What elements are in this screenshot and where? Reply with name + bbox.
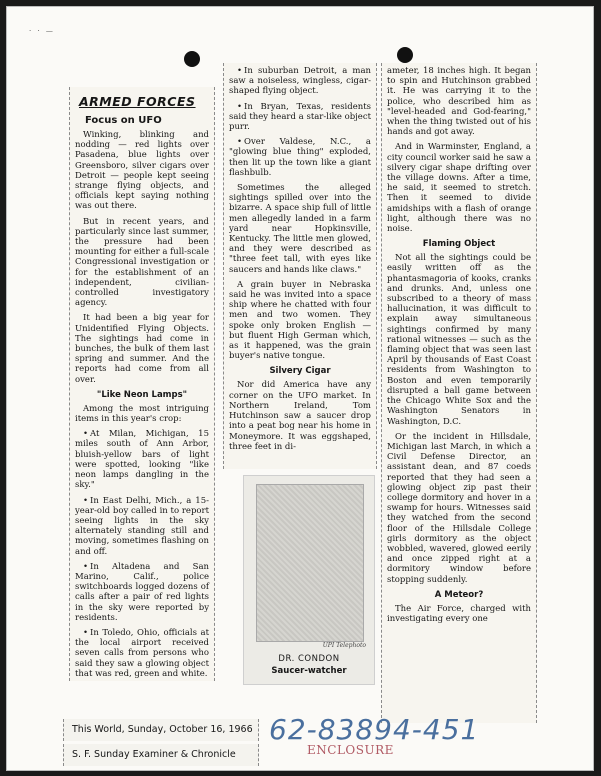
paragraph: Winking, blinking and nodding — red lights over Pasadena, blue lights over Greensboro, silver cigars over Detroit — people kept seeing strange flying objects, and officials kept saying nothing was out there.	[75, 130, 209, 212]
bullet-icon: •	[83, 495, 89, 506]
bullet-icon: •	[237, 101, 243, 112]
paragraph: The Air Force, charged with investigating every one	[387, 603, 531, 624]
paragraph: A grain buyer in Nebraska said he was invited into a space ship where he chatted with four men and two women. They spoke only broken English — but fluent High German which, as it happened, was the grain buyer's native tongue.	[229, 279, 371, 362]
paragraph: Sometimes the alleged sightings spilled over into the bizarre. A space ship full of little men allegedly landed in a farm yard near Hopkinsville, Kentucky. The little men glowed, and they were described as "three feet tall, with eyes like saucers and hands like claws."	[229, 183, 371, 275]
clipping-column-2	[223, 63, 377, 469]
enclosure-stamp: ENCLOSURE	[307, 743, 394, 757]
paragraph: It had been a big year for Unidentified Flying Objects. The sightings had come in bunches, the bulk of them last spring and summer. And the reports had come from all over.	[75, 313, 209, 385]
paragraph: Over Valdese, N.C., a "glowing blue thing" exploded, then lit up the town like a giant flashbulb.	[229, 137, 371, 178]
scan-mark: · · —	[29, 27, 55, 35]
photo-caption-role: Saucer-watcher	[271, 666, 347, 676]
handwritten-file-number: 62-83894-451	[269, 713, 480, 746]
paragraph: In Toledo, Ohio, officials at the local airport received seven calls from persons who said they saw a glowing object that was red, green and white.	[75, 627, 209, 679]
bullet-icon: •	[237, 66, 243, 76]
paragraph: ameter, 18 inches high. It began to spin and Hutchinson grabbed it. He was carrying it to the police, who described him as "level-headed and God-fearing," when the thing twisted out of his hands and got away.	[387, 66, 531, 138]
subheading-a-meteor: A Meteor?	[434, 589, 484, 600]
paragraph: Not all the sightings could be easily written off as the phantasmagoria of kooks, cranks and drunks. And, unless one subscribed to a theory of mass hallucination, it was difficult to explain away simultaneous sightings confirmed by many rational witnesses — such as the flaming object that was seen last April by thousands of East Coast residents from Washington to Boston and even temporarily disrupted a ball game between the Chicago White Sox and the Washington Senators in Washington, D.C.	[387, 253, 531, 427]
section-heading: ARMED FORCES	[79, 94, 196, 109]
document-page	[6, 6, 594, 771]
portrait-photo	[256, 484, 364, 642]
paragraph: But in recent years, and particularly since last summer, the pressure had been mounting for either a full-scale Congressional investigation or for the establishment of an independent, civilian-controlled investigatory agency.	[75, 216, 209, 309]
subheading-flaming-object: Flaming Object	[422, 239, 496, 250]
bullet-icon: •	[83, 627, 89, 638]
photo-credit: UPI Telephoto	[322, 642, 366, 649]
paragraph: Among the most intriguing items in this year's crop:	[75, 403, 209, 425]
subheading-silvery-cigar: Silvery Cigar	[269, 366, 331, 377]
paragraph: At Milan, Michigan, 15 miles south of Ann Arbor, bluish-yellow bars of light were spotted, looking "like neon lamps dangling in the sky."	[75, 429, 209, 491]
paragraph: And in Warminster, England, a city council worker said he saw a silvery cigar shape drifting over the village downs. After a time, he said, it seemed to stretch. Then it seemed to divide amidships with a flash of orange light, although there was no noise.	[387, 142, 531, 235]
bullet-icon: •	[237, 137, 243, 148]
source-publication-slip: S. F. Sunday Examiner & Chronicle	[63, 744, 259, 766]
clipping-column-3	[381, 63, 537, 723]
photo-caption-name: DR. CONDON	[278, 654, 340, 664]
paragraph: Nor did America have any corner on the UFO market. In Northern Ireland, Tom Hutchinson saw a saucer drop into a peat bog near his home in Moneymore. It was eggshaped, three feet in di-	[229, 380, 371, 452]
story-title: Focus on UFO	[85, 115, 162, 126]
subheading-neon-lamps: "Like Neon Lamps"	[96, 389, 188, 400]
punch-hole-left	[184, 51, 200, 67]
bullet-icon: •	[83, 561, 89, 572]
paragraph: Or the incident in Hillsdale, Michigan last March, in which a Civil Defense Director, an assistant dean, and 87 coeds reported that they had seen a glowing object zip past their college dormitory and hover in a swamp for hours. Witnesses said they watched from the second floor of the Hillsdale College girls dormitory as the object wobbled, wavered, glowed eerily and once zipped right at a dormitory window before stopping suddenly.	[387, 431, 531, 585]
paragraph: In suburban Detroit, a man saw a noiseless, wingless, cigar-shaped flying object.	[229, 66, 371, 97]
paragraph: In East Delhi, Mich., a 15-year-old boy called in to report seeing lights in the sky alternately standing still and moving, sometimes flashing on and off.	[75, 495, 209, 557]
clipping-column-1	[69, 87, 215, 681]
paragraph: In Altadena and San Marino, Calif., police switchboards logged dozens of calls after a pair of red lights in the sky were reported by residents.	[75, 561, 209, 623]
photo-clipping	[243, 475, 375, 685]
source-date-slip: This World, Sunday, October 16, 1966	[63, 719, 259, 741]
paragraph: In Bryan, Texas, residents said they heard a star-like object purr.	[229, 101, 371, 133]
punch-hole-right	[397, 47, 413, 63]
bullet-icon: •	[83, 429, 89, 440]
